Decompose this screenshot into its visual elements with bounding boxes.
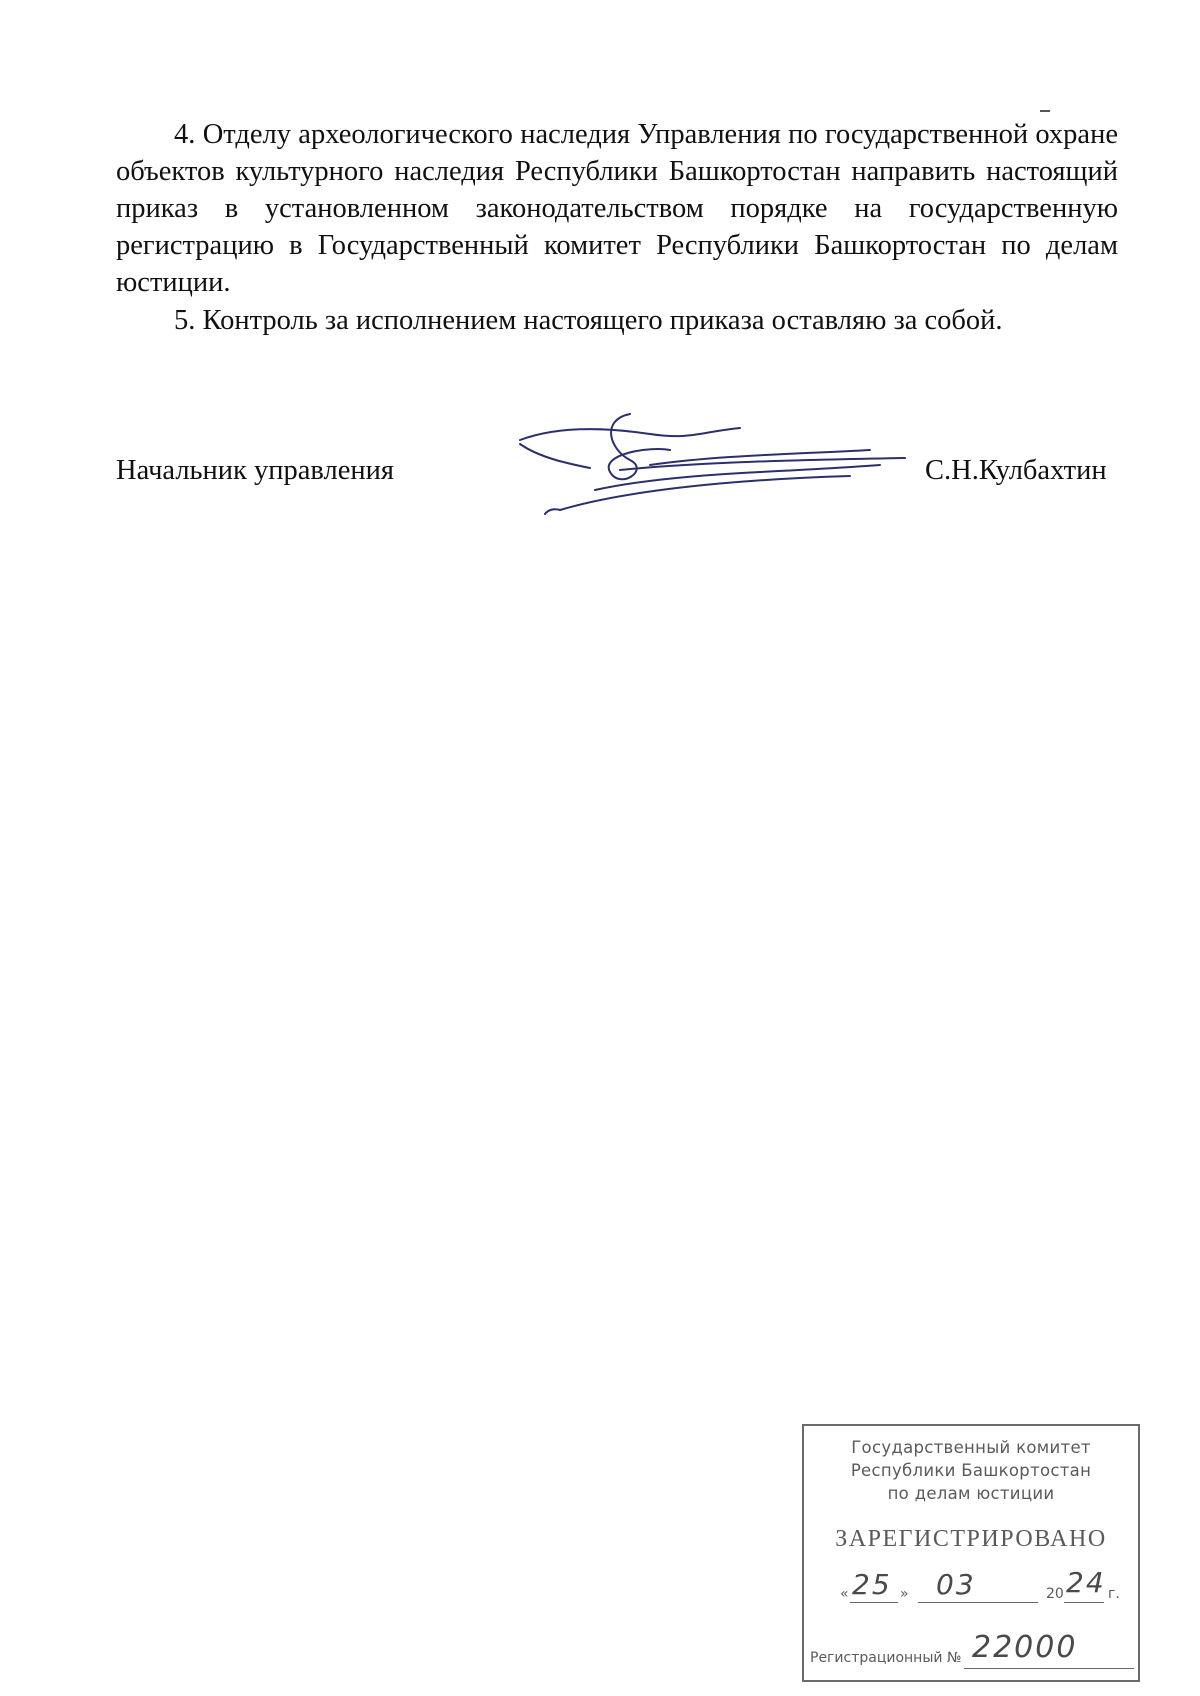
stamp-year-label: г. bbox=[1108, 1586, 1120, 1602]
month-underline bbox=[918, 1602, 1038, 1603]
stamp-org-line-2: Республики Башкортостан bbox=[850, 1461, 1092, 1480]
stamp-date-row bbox=[840, 1566, 1130, 1610]
stamp-year-suffix: 24 bbox=[1066, 1566, 1106, 1599]
paragraph-4: 4. Отделу археологического наследия Управления по государственной охране объектов культурного наследия Республики Башкортостан направить настоящий приказ в установленном законодательством порядке на государственную регистрацию в Государственный комитет Республики Башкортостан по делам юстиции. bbox=[116, 119, 1118, 298]
quote-open: « bbox=[840, 1586, 849, 1602]
scan-mark bbox=[1040, 110, 1050, 112]
stamp-org-line-3: по делам юстиции bbox=[887, 1484, 1055, 1503]
day-underline bbox=[850, 1602, 898, 1603]
paragraph-5: 5. Контроль за исполнением настоящего приказа оставляю за собой. bbox=[174, 305, 1003, 336]
stamp-year-prefix: 20 bbox=[1046, 1586, 1064, 1602]
stamp-regnum-label: Регистрационный № bbox=[810, 1650, 962, 1666]
year-underline bbox=[1064, 1602, 1104, 1603]
registration-stamp bbox=[802, 1424, 1140, 1682]
signatory-name: С.Н.Кулбахтин bbox=[925, 455, 1107, 486]
stamp-regnum-value: 22000 bbox=[972, 1630, 1078, 1665]
stamp-date-day: 25 bbox=[852, 1568, 892, 1601]
quote-close: » bbox=[900, 1586, 909, 1602]
handwritten-signature bbox=[500, 410, 910, 520]
stamp-org-line-1: Государственный комитет bbox=[851, 1438, 1091, 1457]
regnum-underline bbox=[964, 1668, 1134, 1669]
stamp-regnum-row bbox=[804, 1632, 1140, 1676]
stamp-date-month: 03 bbox=[936, 1568, 976, 1601]
stamp-registered-label: ЗАРЕГИСТРИРОВАНО bbox=[835, 1526, 1107, 1552]
signatory-title: Начальник управления bbox=[116, 455, 394, 486]
